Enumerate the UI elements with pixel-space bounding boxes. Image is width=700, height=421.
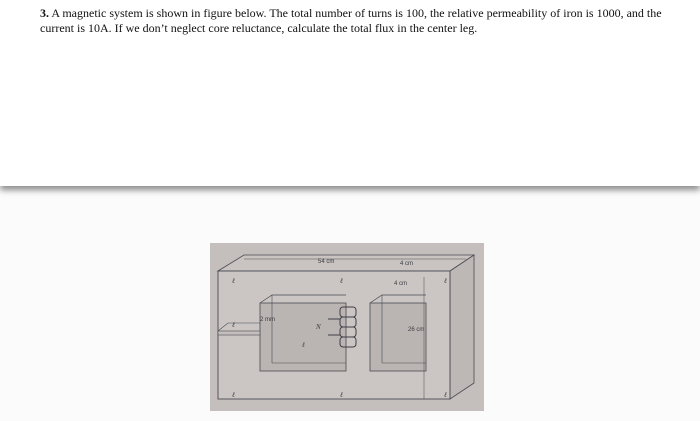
magnetic-core-figure (210, 243, 484, 411)
core-right-face (450, 255, 474, 399)
right-window (370, 303, 426, 371)
l-mark-2: ℓ (340, 277, 343, 285)
gap-label: 2 mm (260, 317, 275, 323)
air-gap (218, 331, 260, 335)
l-mark-5: ℓ (302, 341, 305, 349)
l-mark-6: ℓ (232, 391, 235, 399)
coil-label: N (316, 323, 321, 331)
l-mark-3: ℓ (444, 277, 447, 285)
question-body: A magnetic system is shown in figure below. The total number of turns is 100, the relative permeability of iron is 1000, and the current is 10A. If we don’t neglect core reluctance, calculate the total flux in the center leg. (40, 6, 662, 35)
left-window (260, 303, 346, 371)
question-text-block (40, 6, 680, 36)
core-drawing (210, 243, 484, 411)
l-mark-4: ℓ (232, 321, 235, 329)
l-mark-1: ℓ (232, 277, 235, 285)
question-number: 3. (40, 6, 49, 20)
leg-width-label: 4 cm (394, 281, 408, 287)
core-top-face (218, 255, 474, 271)
height-label: 26 cm (408, 327, 425, 333)
l-mark-7: ℓ (340, 391, 343, 399)
width-label: 54 cm (318, 259, 335, 265)
depth-label: 4 cm (400, 261, 414, 267)
l-mark-8: ℓ (444, 391, 447, 399)
question-card (0, 0, 700, 186)
